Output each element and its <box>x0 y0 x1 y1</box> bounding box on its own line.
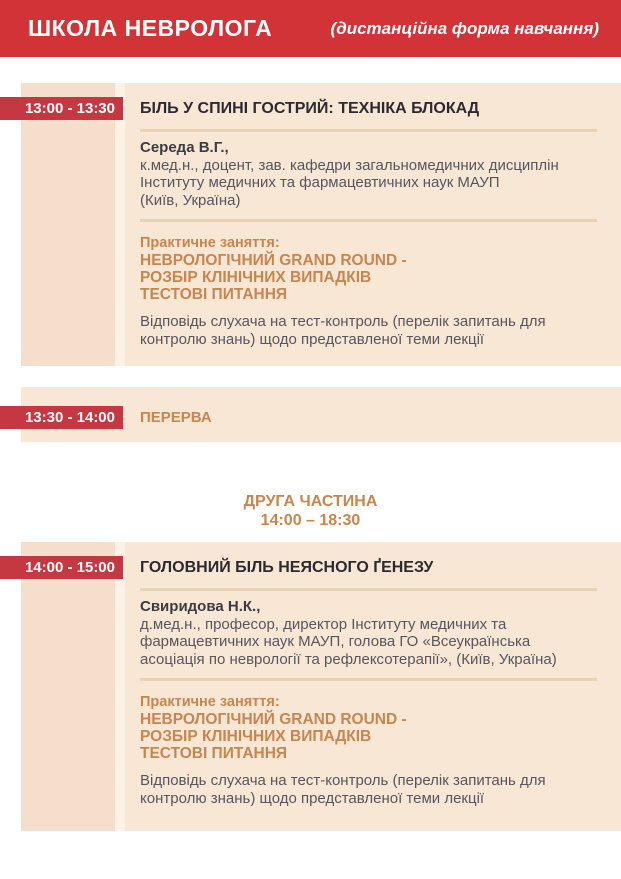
speaker-info <box>140 139 597 209</box>
break-time-label: 13:30 - 14:00 <box>24 409 115 426</box>
practical-label: Практичне заняття: <box>140 235 280 251</box>
time-badge-label: 13:00 - 13:30 <box>24 100 115 117</box>
left-column <box>21 83 115 366</box>
break-block <box>21 387 621 442</box>
part-heading-title: ДРУГА ЧАСТИНА <box>243 493 378 510</box>
practical-title-line: НЕВРОЛОГІЧНИЙ GRAND ROUND - <box>140 252 407 269</box>
practical-section <box>140 694 597 762</box>
speaker-bio-line: (Київ, Україна) <box>140 191 241 209</box>
page-subtitle: (дистанційна форма навчання) <box>330 18 599 38</box>
practical-title-line: РОЗБІР КЛІНІЧНИХ ВИПАДКІВ <box>140 269 372 286</box>
practical-title-line: ТЕСТОВІ ПИТАННЯ <box>140 745 288 762</box>
speaker-name: Свиридова Н.К., <box>140 598 261 615</box>
part-heading-time: 14:00 – 18:30 <box>260 512 361 529</box>
note-line: контролю знань) щодо представленої теми лекції <box>140 330 485 348</box>
speaker-bio-line: асоціація по неврології та рефлексотерапії», (Київ, Україна) <box>140 650 557 668</box>
session-block-2 <box>21 542 621 831</box>
time-badge <box>0 97 123 120</box>
note-line: Відповідь слухача на тест-контроль (перелік запитань для <box>140 313 546 330</box>
time-badge-label: 14:00 - 15:00 <box>24 559 115 576</box>
header-gap <box>0 57 621 83</box>
speaker-bio-line: фармацевтичних наук МАУП, голова ГО «Всеукраїнська <box>140 633 531 650</box>
speaker-bio-line: Інституту медичних та фармацевтичних наук МАУП <box>140 174 500 191</box>
note-line: контролю знань) щодо представленої теми лекції <box>140 789 485 807</box>
column-divider-strip <box>115 542 125 831</box>
practical-note <box>140 772 597 807</box>
speaker-info <box>140 598 597 668</box>
break-label: ПЕРЕРВА <box>140 409 212 426</box>
column-divider-strip <box>115 83 125 366</box>
practical-title-line: РОЗБІР КЛІНІЧНИХ ВИПАДКІВ <box>140 728 372 745</box>
session-title: ГОЛОВНИЙ БІЛЬ НЕЯСНОГО ҐЕНЕЗУ <box>140 559 434 576</box>
speaker-name: Середа В.Г., <box>140 139 229 156</box>
speaker-bio-line: к.мед.н., доцент, зав. кафедри загальномедичних дисциплін <box>140 156 559 174</box>
divider <box>140 129 597 132</box>
practical-section <box>140 235 597 303</box>
speaker-bio-line: д.мед.н., професор, директор Інституту медичних та <box>140 615 507 633</box>
divider <box>140 219 597 222</box>
note-line: Відповідь слухача на тест-контроль (перелік запитань для <box>140 772 546 789</box>
session-title: БІЛЬ У СПИНІ ГОСТРИЙ: ТЕХНІКА БЛОКАД <box>140 100 480 117</box>
practical-title-line: ТЕСТОВІ ПИТАННЯ <box>140 286 288 303</box>
practical-title-line: НЕВРОЛОГІЧНИЙ GRAND ROUND - <box>140 711 407 728</box>
divider <box>140 678 597 681</box>
divider <box>140 588 597 591</box>
break-time-badge <box>0 406 123 429</box>
part-heading <box>0 492 621 530</box>
page-title: ШКОЛА НЕВРОЛОГА <box>28 15 273 41</box>
left-column <box>21 542 115 831</box>
time-badge <box>0 556 123 579</box>
session-block-1 <box>21 83 621 366</box>
practical-note <box>140 313 597 348</box>
header-bar <box>0 0 621 57</box>
practical-label: Практичне заняття: <box>140 694 280 710</box>
